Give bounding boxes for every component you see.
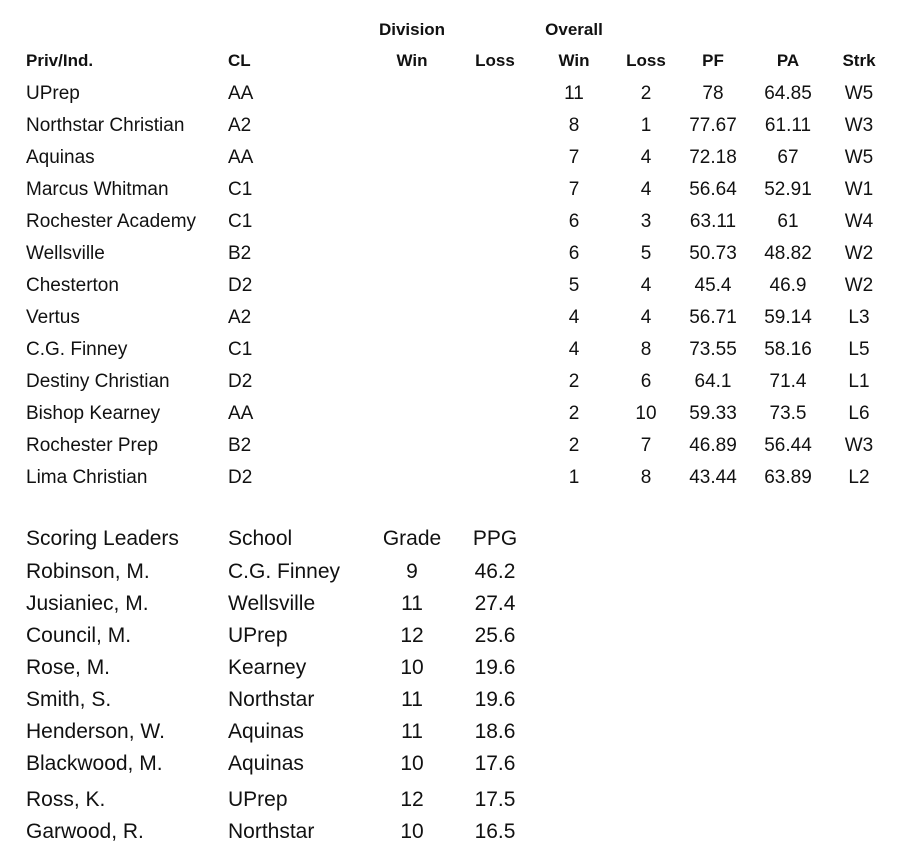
cell-win: 6 bbox=[568, 211, 580, 232]
cell-pf: 63.11 bbox=[689, 211, 737, 232]
leader-cell-grade: 11 bbox=[401, 688, 423, 711]
leader-cell-ppg: 17.6 bbox=[474, 752, 516, 775]
cell-win: 6 bbox=[568, 243, 580, 264]
leader-cell-ppg: 19.6 bbox=[474, 656, 516, 679]
cell-team: Northstar Christian bbox=[26, 115, 185, 136]
cell-win: 2 bbox=[568, 371, 580, 392]
cell-strk: L3 bbox=[848, 307, 870, 328]
cell-team: Wellsville bbox=[26, 243, 105, 264]
cell-win: 1 bbox=[568, 467, 580, 488]
cell-team: Rochester Academy bbox=[26, 211, 197, 232]
leader-cell-grade: 11 bbox=[401, 592, 423, 615]
cell-loss: 4 bbox=[640, 147, 652, 168]
cell-cl: C1 bbox=[228, 211, 253, 232]
cell-pf: 77.67 bbox=[689, 115, 737, 136]
cell-pa: 67 bbox=[777, 147, 799, 168]
col-header-div-win: Win bbox=[396, 51, 428, 70]
leader-cell-grade: 10 bbox=[400, 820, 424, 843]
cell-team: Rochester Prep bbox=[26, 435, 159, 456]
cell-pa: 46.9 bbox=[769, 275, 807, 296]
col-header-cl: CL bbox=[228, 51, 251, 70]
cell-pa: 61.11 bbox=[764, 115, 812, 136]
col-header-grade: Grade bbox=[382, 527, 442, 550]
cell-cl: AA bbox=[228, 403, 254, 424]
leader-cell-school: Aquinas bbox=[228, 720, 304, 743]
cell-pf: 59.33 bbox=[689, 403, 737, 424]
col-header-leader-name: Scoring Leaders bbox=[26, 527, 179, 550]
leader-cell-ppg: 25.6 bbox=[474, 624, 516, 647]
cell-team: Bishop Kearney bbox=[26, 403, 161, 424]
cell-loss: 10 bbox=[635, 403, 657, 424]
cell-loss: 4 bbox=[640, 307, 652, 328]
cell-pf: 64.1 bbox=[694, 371, 732, 392]
col-header-team: Priv/Ind. bbox=[26, 51, 94, 70]
cell-strk: L5 bbox=[848, 339, 870, 360]
leader-cell-ppg: 16.5 bbox=[474, 820, 516, 843]
leader-cell-ppg: 46.2 bbox=[474, 560, 516, 583]
cell-team: Vertus bbox=[26, 307, 80, 328]
cell-cl: C1 bbox=[228, 179, 253, 200]
cell-pa: 59.14 bbox=[764, 307, 812, 328]
overall-super-header: Overall bbox=[545, 20, 603, 39]
col-header-pf: PF bbox=[702, 51, 724, 70]
cell-loss: 5 bbox=[640, 243, 652, 264]
cell-pf: 73.55 bbox=[689, 339, 737, 360]
leader-cell-name: Jusianiec, M. bbox=[26, 592, 149, 615]
leader-cell-school: Wellsville bbox=[228, 592, 316, 615]
leader-cell-name: Robinson, M. bbox=[26, 560, 150, 583]
cell-cl: AA bbox=[228, 83, 254, 104]
col-header-pa: PA bbox=[776, 51, 800, 70]
cell-win: 2 bbox=[568, 403, 580, 424]
cell-pf: 46.89 bbox=[689, 435, 737, 456]
leader-cell-name: Blackwood, M. bbox=[26, 752, 163, 775]
cell-pa: 71.4 bbox=[769, 371, 807, 392]
cell-team: Marcus Whitman bbox=[26, 179, 169, 200]
leader-cell-school: Northstar bbox=[228, 820, 315, 843]
cell-loss: 8 bbox=[640, 339, 652, 360]
cell-team: C.G. Finney bbox=[26, 339, 128, 360]
col-header-strk: Strk bbox=[842, 51, 876, 70]
cell-pa: 63.89 bbox=[764, 467, 812, 488]
cell-win: 4 bbox=[568, 339, 580, 360]
cell-strk: W2 bbox=[844, 275, 874, 296]
cell-team: Lima Christian bbox=[26, 467, 148, 488]
cell-pa: 58.16 bbox=[764, 339, 812, 360]
cell-pf: 72.18 bbox=[689, 147, 737, 168]
cell-pf: 56.71 bbox=[689, 307, 737, 328]
cell-pa: 73.5 bbox=[769, 403, 807, 424]
leader-cell-name: Smith, S. bbox=[26, 688, 112, 711]
leader-cell-school: C.G. Finney bbox=[228, 560, 341, 583]
cell-cl: A2 bbox=[228, 115, 252, 136]
col-header-win: Win bbox=[558, 51, 590, 70]
cell-cl: D2 bbox=[228, 371, 253, 392]
cell-team: Aquinas bbox=[26, 147, 95, 168]
cell-pa: 56.44 bbox=[764, 435, 812, 456]
cell-team: UPrep bbox=[26, 83, 80, 104]
cell-cl: AA bbox=[228, 147, 254, 168]
cell-strk: W5 bbox=[844, 147, 874, 168]
cell-strk: W3 bbox=[844, 115, 874, 136]
cell-cl: D2 bbox=[228, 467, 253, 488]
leader-cell-school: Kearney bbox=[228, 656, 307, 679]
division-super-header: Division bbox=[378, 20, 446, 39]
cell-strk: W2 bbox=[844, 243, 874, 264]
cell-win: 7 bbox=[568, 147, 580, 168]
cell-pf: 43.44 bbox=[689, 467, 737, 488]
cell-team: Destiny Christian bbox=[26, 371, 170, 392]
leader-cell-school: Aquinas bbox=[228, 752, 304, 775]
cell-pf: 78 bbox=[702, 83, 724, 104]
cell-win: 4 bbox=[568, 307, 580, 328]
leader-cell-grade: 12 bbox=[400, 788, 424, 811]
cell-loss: 1 bbox=[640, 115, 652, 136]
leader-cell-school: Northstar bbox=[228, 688, 315, 711]
cell-loss: 4 bbox=[640, 179, 652, 200]
cell-pa: 48.82 bbox=[764, 243, 812, 264]
cell-pf: 45.4 bbox=[694, 275, 732, 296]
col-header-div-loss: Loss bbox=[475, 51, 515, 70]
leader-cell-name: Council, M. bbox=[26, 624, 132, 647]
col-header-ppg: PPG bbox=[472, 527, 518, 550]
col-header-loss: Loss bbox=[626, 51, 666, 70]
leader-cell-grade: 11 bbox=[401, 720, 423, 743]
cell-cl: A2 bbox=[228, 307, 252, 328]
leader-cell-grade: 10 bbox=[400, 656, 424, 679]
cell-loss: 4 bbox=[640, 275, 652, 296]
cell-pa: 61 bbox=[777, 211, 799, 232]
cell-loss: 3 bbox=[640, 211, 652, 232]
leader-cell-ppg: 19.6 bbox=[474, 688, 516, 711]
cell-cl: C1 bbox=[228, 339, 253, 360]
cell-pa: 64.85 bbox=[764, 83, 812, 104]
cell-pa: 52.91 bbox=[764, 179, 812, 200]
cell-strk: W1 bbox=[844, 179, 874, 200]
leader-cell-school: UPrep bbox=[228, 788, 288, 811]
leader-cell-grade: 9 bbox=[406, 560, 418, 583]
cell-loss: 7 bbox=[640, 435, 652, 456]
cell-loss: 6 bbox=[640, 371, 652, 392]
cell-strk: W3 bbox=[844, 435, 874, 456]
cell-win: 11 bbox=[564, 83, 584, 104]
cell-strk: W5 bbox=[844, 83, 874, 104]
cell-cl: D2 bbox=[228, 275, 253, 296]
cell-win: 8 bbox=[568, 115, 580, 136]
cell-cl: B2 bbox=[228, 435, 252, 456]
cell-win: 5 bbox=[568, 275, 580, 296]
leader-cell-name: Garwood, R. bbox=[26, 820, 144, 843]
cell-pf: 56.64 bbox=[689, 179, 737, 200]
cell-loss: 2 bbox=[640, 83, 652, 104]
leader-cell-grade: 12 bbox=[400, 624, 424, 647]
cell-win: 7 bbox=[568, 179, 580, 200]
leader-cell-ppg: 27.4 bbox=[474, 592, 516, 615]
leader-cell-name: Ross, K. bbox=[26, 788, 106, 811]
cell-strk: W4 bbox=[844, 211, 874, 232]
leader-cell-ppg: 18.6 bbox=[474, 720, 516, 743]
leader-cell-grade: 10 bbox=[400, 752, 424, 775]
cell-cl: B2 bbox=[228, 243, 252, 264]
cell-pf: 50.73 bbox=[689, 243, 737, 264]
col-header-school: School bbox=[228, 527, 293, 550]
cell-strk: L6 bbox=[848, 403, 870, 424]
cell-win: 2 bbox=[568, 435, 580, 456]
leader-cell-school: UPrep bbox=[228, 624, 288, 647]
cell-team: Chesterton bbox=[26, 275, 119, 296]
leader-cell-name: Henderson, W. bbox=[26, 720, 165, 743]
leader-cell-name: Rose, M. bbox=[26, 656, 111, 679]
cell-strk: L2 bbox=[848, 467, 870, 488]
cell-strk: L1 bbox=[848, 371, 870, 392]
cell-loss: 8 bbox=[640, 467, 652, 488]
leader-cell-ppg: 17.5 bbox=[474, 788, 516, 811]
